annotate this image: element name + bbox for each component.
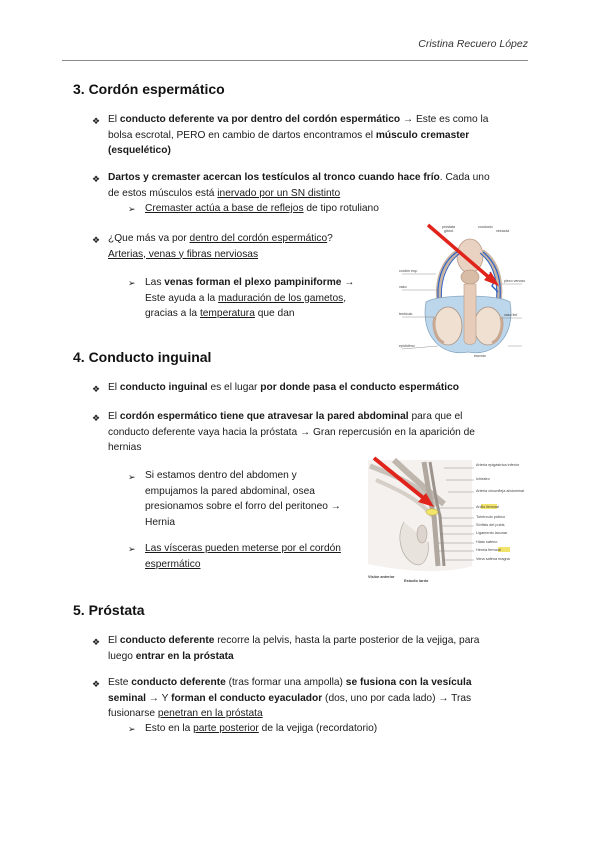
text-run: luego bbox=[108, 650, 136, 662]
text-run: (tras formar una ampolla) bbox=[225, 677, 346, 688]
text-run: → Este es como la bbox=[400, 114, 489, 125]
paragraph bbox=[108, 112, 526, 159]
text-line bbox=[108, 633, 526, 649]
figure-label: testículo bbox=[399, 312, 413, 316]
figure-label: vaso bbox=[399, 285, 407, 289]
text-run: dentro del cordón espermático bbox=[189, 233, 328, 244]
figure-label: cordón esp. bbox=[399, 269, 418, 273]
text-run: por donde pasa el conducto espermático bbox=[260, 382, 459, 393]
inguinal-anatomy-figure bbox=[366, 456, 526, 584]
section-title: 4. Conducto inguinal bbox=[73, 349, 212, 365]
text-run: gracias a la bbox=[145, 308, 200, 319]
text-run: Arterias, venas y fibras nerviosas bbox=[108, 248, 259, 260]
text-line bbox=[108, 143, 526, 159]
text-run: empujamos la pared abdominal, osea bbox=[145, 485, 315, 497]
figure-legend-item: Hiato safeno bbox=[476, 540, 498, 544]
text-line bbox=[145, 306, 390, 322]
text-run: (esquelético) bbox=[108, 145, 171, 156]
text-run: Cremaster actúa a base de reflejos bbox=[145, 203, 304, 214]
paragraph bbox=[108, 170, 526, 201]
text-run: de tipo rotuliano bbox=[303, 203, 379, 214]
bullet-icon: ❖ bbox=[92, 384, 101, 394]
figure-legend-item: Ichisileo bbox=[476, 477, 490, 481]
text-run: , bbox=[343, 292, 347, 304]
text-line bbox=[108, 675, 526, 691]
text-run: Si estamos dentro del abdomen y bbox=[145, 470, 297, 481]
text-run: Las vísceras pueden meterse por el cordón bbox=[145, 543, 341, 554]
paragraph bbox=[108, 231, 390, 262]
text-line bbox=[145, 557, 359, 573]
text-run: que dan bbox=[254, 308, 295, 319]
text-line bbox=[108, 425, 526, 441]
text-run: Este ayuda a la bbox=[145, 292, 219, 304]
paragraph bbox=[108, 380, 526, 396]
text-line bbox=[108, 186, 526, 202]
figure-caption: Visión anterior bbox=[368, 575, 395, 579]
figure-legend-item: Arteria epigástrica inferior bbox=[476, 463, 520, 467]
text-line bbox=[145, 484, 359, 500]
arrow-bullet-icon: ➢ bbox=[128, 278, 136, 288]
text-run: recorre la pelvis, hasta la parte posterior de la vejiga, para bbox=[214, 635, 480, 646]
text-run: ¿Que más va por bbox=[108, 233, 190, 244]
header-author: Cristina Recuero López bbox=[418, 38, 528, 50]
header-rule bbox=[62, 60, 528, 61]
text-line bbox=[145, 275, 390, 291]
text-line bbox=[145, 468, 359, 484]
figure-legend-item: Arteria circunfleja abdominal bbox=[476, 489, 524, 493]
arrow-bullet-icon: ➢ bbox=[128, 472, 136, 482]
text-run: conducto deferente bbox=[131, 677, 226, 688]
figure-legend-item: Ligamento lacunar bbox=[476, 531, 508, 535]
text-line bbox=[108, 440, 526, 456]
text-run: conducto deferente va por dentro del cordón espermático bbox=[119, 114, 401, 125]
text-line bbox=[108, 409, 526, 425]
sub-paragraph bbox=[145, 721, 445, 737]
text-run: bolsa escrotal, PERO en cambio de dartos encontramos el bbox=[108, 129, 376, 141]
arrow-bullet-icon: ➢ bbox=[128, 204, 136, 214]
text-run: de estos músculos está bbox=[108, 187, 218, 199]
bullet-icon: ❖ bbox=[92, 413, 101, 423]
text-run: inervado por un SN distinto bbox=[217, 187, 341, 199]
text-line bbox=[145, 515, 359, 531]
text-line bbox=[108, 706, 526, 722]
arrow-bullet-icon: ➢ bbox=[128, 724, 136, 734]
text-run: seminal bbox=[108, 692, 146, 704]
figure-label: epidídimo bbox=[399, 344, 415, 348]
figure-label: próstata bbox=[442, 225, 455, 229]
arrow-bullet-icon: ➢ bbox=[128, 544, 136, 554]
section-title: 5. Próstata bbox=[73, 602, 145, 618]
text-line bbox=[108, 128, 526, 144]
text-run: El bbox=[108, 411, 120, 422]
text-line bbox=[108, 691, 526, 707]
text-run: es el lugar bbox=[207, 382, 261, 393]
text-run: fusionarse bbox=[108, 708, 158, 719]
text-line bbox=[108, 380, 526, 396]
text-run: entrar en la próstata bbox=[135, 650, 234, 662]
text-line bbox=[145, 201, 425, 217]
text-run: El bbox=[108, 382, 120, 393]
bullet-icon: ❖ bbox=[92, 116, 101, 126]
sub-paragraph bbox=[145, 468, 359, 530]
text-run: Las bbox=[145, 277, 165, 288]
text-run: venas forman el plexo pampiniforme bbox=[164, 277, 342, 288]
figure-label: vaso linf. bbox=[504, 313, 519, 317]
paragraph bbox=[108, 633, 526, 664]
text-run: conducto inguinal bbox=[119, 382, 208, 393]
bullet-icon: ❖ bbox=[92, 235, 101, 245]
text-line bbox=[145, 541, 359, 557]
figure-legend-item: Tubérculo púbico bbox=[476, 515, 505, 519]
text-run: se fusiona con la vesícula bbox=[345, 677, 472, 688]
bullet-icon: ❖ bbox=[92, 679, 101, 689]
text-line bbox=[145, 721, 445, 737]
text-line bbox=[108, 649, 526, 665]
testis-anatomy-figure bbox=[398, 222, 526, 360]
text-run: músculo cremaster bbox=[375, 129, 470, 141]
text-run: forman el conducto eyaculador bbox=[171, 692, 323, 704]
text-run: ? bbox=[327, 233, 333, 244]
text-line bbox=[108, 112, 526, 128]
figure-legend-item: Anillo femoral bbox=[476, 505, 500, 509]
text-run: El bbox=[108, 635, 120, 646]
figure-label: glánd. bbox=[444, 229, 454, 233]
text-line bbox=[145, 291, 390, 307]
bullet-icon: ❖ bbox=[92, 174, 101, 184]
text-run: Este bbox=[108, 677, 132, 688]
text-line bbox=[108, 170, 526, 186]
text-run: Esto en la bbox=[145, 723, 194, 734]
text-run: conducto deferente vaya hacia la próstata → Gran repercusión en la aparición de bbox=[108, 426, 475, 438]
sub-paragraph bbox=[145, 275, 390, 322]
figure-label: plexo venoso bbox=[504, 279, 526, 283]
text-run: de la vejiga (recordatorio) bbox=[258, 723, 378, 734]
figure-caption: Estudio lardo bbox=[404, 579, 429, 583]
text-run: (dos, uno por cada lado) → Tras bbox=[322, 692, 472, 704]
text-run: penetran en la próstata bbox=[157, 708, 263, 719]
text-run: temperatura bbox=[199, 308, 255, 319]
paragraph bbox=[108, 409, 526, 456]
text-run: . Cada uno bbox=[439, 172, 490, 183]
sub-paragraph bbox=[145, 201, 425, 217]
text-run: cordón espermático tiene que atravesar la pared abdominal bbox=[119, 411, 409, 422]
figure-legend-item: Hernia femoral bbox=[476, 548, 501, 552]
figure-legend-item: Sínfisis del pubis bbox=[476, 523, 505, 527]
figure-label: conducto bbox=[478, 225, 493, 229]
bullet-icon: ❖ bbox=[92, 637, 101, 647]
text-run: conducto deferente bbox=[119, 635, 215, 646]
figure-label: vesícula bbox=[496, 229, 510, 233]
text-run: Dartos y cremaster acercan los testículos al tronco cuando hace frío bbox=[108, 172, 440, 183]
text-line bbox=[145, 499, 359, 515]
text-line bbox=[108, 247, 390, 263]
text-run: El bbox=[108, 114, 120, 125]
sub-paragraph bbox=[145, 541, 359, 572]
text-run: presionamos sobre el forro del peritoneo → bbox=[145, 501, 341, 512]
text-run: maduración de los gametos bbox=[218, 292, 344, 304]
text-line bbox=[108, 231, 390, 247]
text-run: espermático bbox=[145, 558, 201, 570]
text-run: parte posterior bbox=[193, 723, 259, 734]
text-run: → Y bbox=[145, 692, 172, 704]
paragraph bbox=[108, 675, 526, 722]
figure-label: escroto bbox=[474, 354, 486, 358]
text-run: para que el bbox=[408, 411, 463, 422]
text-run: → bbox=[341, 277, 355, 288]
text-run: Hernia bbox=[145, 516, 176, 528]
section-title: 3. Cordón espermático bbox=[73, 81, 225, 97]
text-run: hernias bbox=[108, 442, 142, 453]
figure-legend-item: Vena safena magna bbox=[476, 557, 510, 561]
